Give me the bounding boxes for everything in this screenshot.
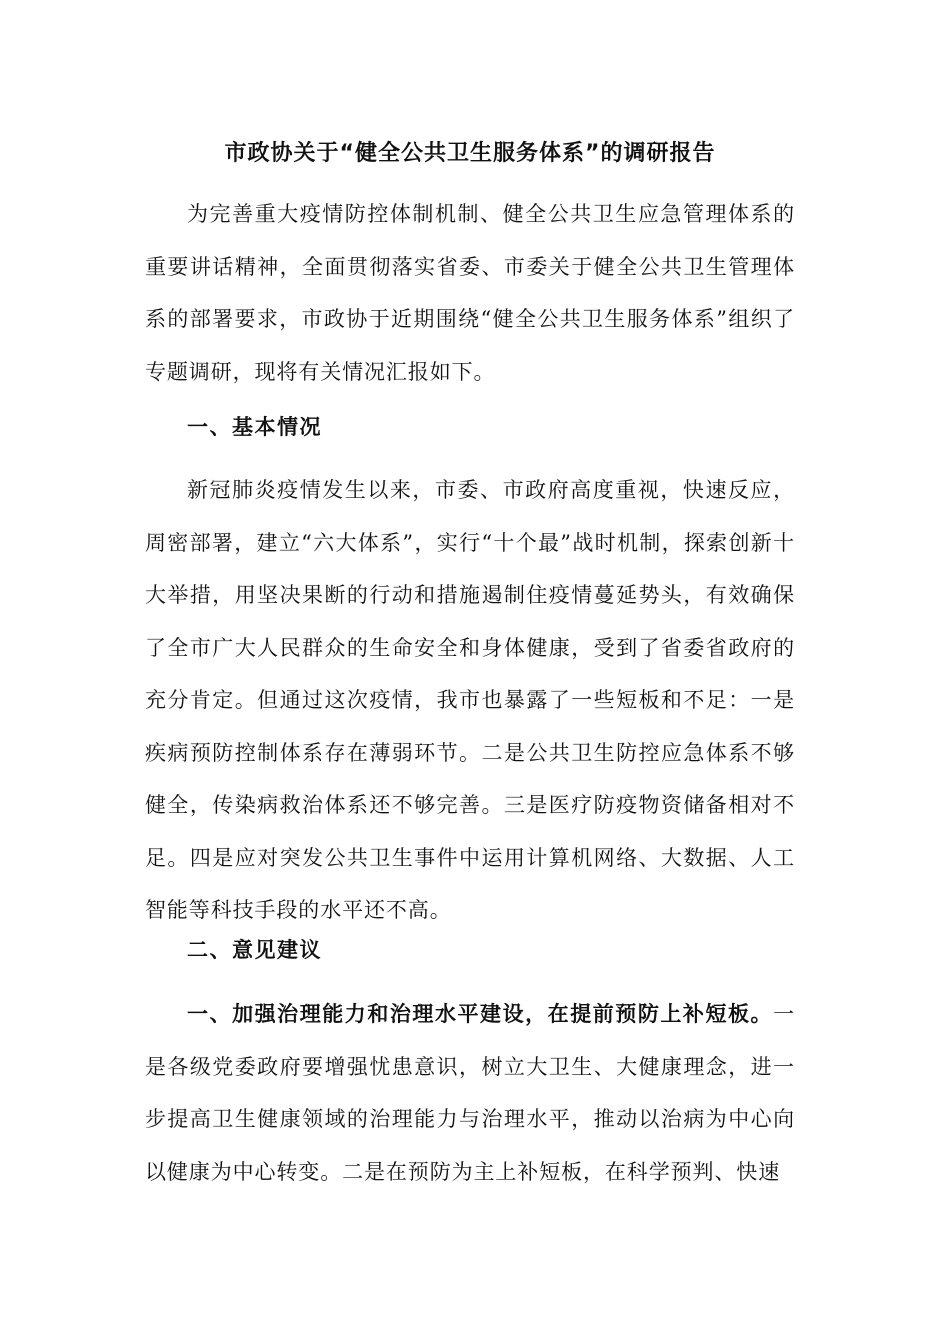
document-title: 市政协关于“健全公共卫生服务体系”的调研报告 [224,141,716,166]
basic-situation-paragraph: 新冠肺炎疫情发生以来，市委、市政府高度重视，快速反应，周密部署，建立“六大体系”，实行“十个最”战时机制，探索创新十大举措，用坚决果断的行动和措施遏制住疫情蔓延势头，有效确保了全市广大人民群众的生命安全和身体健康，受到了省委省政府的充分肯定。但通过这次疫情，我市也暴露了一些短板和不足：一是疾病预防控制体系存在薄弱环节。二是公共卫生防控应急体系不够健全，传染病救治体系还不够完善。三是医疗防疫物资储备相对不足。四是应对突发公共卫生事件中运用计算机网络、大数据、人工智能等科技手段的水平还不高。 [145,478,795,922]
suggestion-item-1-lead: 一、加强治理能力和治理水平建设，在提前预防上补短板。 [187,1002,774,1026]
intro-paragraph: 为完善重大疫情防控体制机制、健全公共卫生应急管理体系的重要讲话精神，全面贯彻落实省委、市委关于健全公共卫生管理体系的部署要求，市政协于近期围绕“健全公共卫生服务体系”组织了专题调研，现将有关情况汇报如下。 [145,202,795,384]
suggestion-item-1-paragraph [145,988,795,1198]
suggestion-item-1-body: 一是各级党委政府要增强忧患意识，树立大卫生、大健康理念，进一步提高卫生健康领域的治理能力与治理水平，推动以治病为中心向以健康为中心转变。二是在预防为主上补短板，在科学预判、快速 [145,1002,795,1184]
section-heading-basic-situation: 一、基本情况 [187,415,322,439]
section-heading-suggestions: 二、意见建议 [187,938,322,962]
